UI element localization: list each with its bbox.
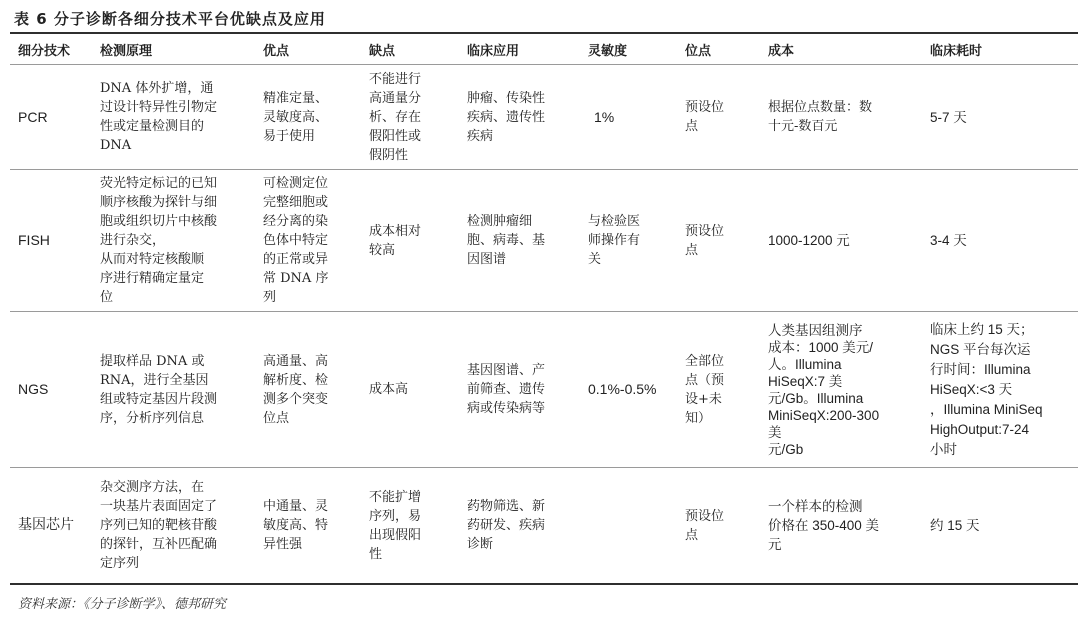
- header-principle: 检测原理: [92, 34, 255, 65]
- cell-time-text: 5-7 天: [930, 109, 967, 125]
- cell-sites-text: 全部位 点（预 设+未 知）: [685, 353, 725, 426]
- cell-cons: [361, 468, 459, 585]
- cell-application: [459, 170, 580, 312]
- cell-principle: [92, 468, 255, 585]
- cell-sensitivity-text: 0.1%-0.5%: [588, 381, 657, 397]
- cell-time-text: 临床上约 15 天； NGS 平台每次运 行时间：Illumina HiSeqX:<3 天 ，Illumina MiniSeq HighOutput:7-24 小时: [930, 321, 1043, 457]
- cell-cost: [760, 65, 922, 170]
- cell-principle-text: 杂交测序方法，在 一块基片表面固定了 序列已知的靶核苷酸 的探针，互补匹配确 定序列: [100, 480, 218, 571]
- header-pros: 优点: [255, 34, 361, 65]
- cell-principle: [92, 65, 255, 170]
- cell-application-text: 药物筛选、新 药研发、疾病 诊断: [467, 499, 546, 552]
- cell-application: [459, 65, 580, 170]
- header-cost: 成本: [760, 34, 922, 65]
- cell-pros-text: 可检测定位 完整细胞或 经分离的染 色体中特定 的正常或异 常 DNA 序 列: [263, 176, 329, 305]
- cell-sensitivity: [580, 312, 677, 468]
- cell-cost-text: 根据位点数量：数 十元-数百元: [768, 100, 873, 134]
- cell-cost-text: 一个样本的检测 价格在 350-400 美 元: [768, 499, 880, 552]
- cell-pros: [255, 468, 361, 585]
- cell-sites-text: 预设位 点: [685, 100, 725, 134]
- cell-cons: [361, 65, 459, 170]
- cell-time: [922, 65, 1078, 170]
- cell-pros-text: 高通量、高 解析度、检 测多个突变 位点: [263, 353, 329, 426]
- cell-time: [922, 312, 1078, 468]
- comparison-table: [10, 34, 1078, 585]
- cell-sites: [677, 170, 760, 312]
- cell-application-text: 基因图谱、产 前筛查、遗传 病或传染病等: [467, 363, 546, 416]
- cell-cons-text: 不能扩增 序列，易 出现假阳 性: [369, 489, 422, 562]
- cell-cost: [760, 468, 922, 585]
- cell-cons-text: 成本高: [369, 382, 409, 397]
- cell-tech: [10, 170, 92, 312]
- cell-tech: [10, 65, 92, 170]
- table-title: 表 6 分子诊断各细分技术平台优缺点及应用: [14, 10, 326, 28]
- cell-principle: [92, 312, 255, 468]
- table-row-pcr: [10, 65, 1078, 170]
- cell-cost-text: 人类基因组测序 成本：1000 美元/ 人。Illumina HiSeqX:7 美 元/Gb。Illumina MiniSeqX:200-300 美 元/Gb: [768, 322, 880, 457]
- cell-tech-text: FISH: [18, 232, 50, 248]
- header-sites: 位点: [677, 34, 760, 65]
- cell-application-text: 肿瘤、传染性 疾病、遗传性 疾病: [467, 90, 546, 144]
- header-row: [10, 34, 1078, 65]
- cell-sites: [677, 312, 760, 468]
- cell-sensitivity: [580, 170, 677, 312]
- cell-time: [922, 468, 1078, 585]
- cell-pros-text: 精准定量、 灵敏度高、 易于使用: [263, 90, 329, 144]
- cell-time-text: 约 15 天: [930, 518, 980, 533]
- cell-cons-text: 成本相对 较高: [369, 223, 422, 258]
- cell-time: [922, 170, 1078, 312]
- cell-tech: [10, 468, 92, 585]
- cell-principle-text: 荧光特定标记的已知 顺序核酸为探针与细 胞或组织切片中核酸 进行杂交， 从而对特定核酸顺 序进行精确定量定 位: [100, 176, 218, 305]
- cell-sites: [677, 468, 760, 585]
- cell-sensitivity-text: 与检验医 师操作有 关: [588, 214, 641, 267]
- cell-tech-text: PCR: [18, 108, 48, 125]
- cell-pros: [255, 170, 361, 312]
- cell-time-text: 3-4 天: [930, 233, 967, 248]
- header-application: 临床应用: [459, 34, 580, 65]
- cell-sensitivity-text: 1%: [594, 108, 615, 125]
- cell-tech-text: 基因芯片: [18, 517, 74, 533]
- cell-pros-text: 中通量、灵 敏度高、特 异性强: [263, 499, 329, 552]
- cell-sites-text: 预设位 点: [685, 223, 725, 258]
- cell-principle-text: 提取样品 DNA 或 RNA，进行全基因 组或特定基因片段测 序，分析序列信息: [100, 353, 218, 426]
- cell-principle: [92, 170, 255, 312]
- cell-sites-text: 预设位 点: [685, 508, 725, 543]
- cell-tech-text: NGS: [18, 381, 49, 397]
- cell-tech: [10, 312, 92, 468]
- cell-cost: [760, 312, 922, 468]
- cell-cost-text: 1000-1200 元: [768, 233, 850, 248]
- cell-pros: [255, 65, 361, 170]
- cell-sensitivity: [580, 468, 677, 585]
- header-cons: 缺点: [361, 34, 459, 65]
- cell-principle-text: DNA 体外扩增，通 过设计特异性引物定 性或定量检测目的 DNA: [100, 81, 218, 153]
- cell-sites: [677, 65, 760, 170]
- cell-pros: [255, 312, 361, 468]
- table-row-ngs: [10, 312, 1078, 468]
- cell-cons: [361, 312, 459, 468]
- cell-sensitivity: [580, 65, 677, 170]
- source-note: 资料来源：《分子诊断学》、德邦研究: [18, 597, 227, 612]
- cell-application-text: 检测肿瘤细 胞、病毒、基 因图谱: [467, 214, 546, 267]
- header-time: 临床耗时: [922, 34, 1078, 65]
- cell-cons-text: 不能进行 高通量分 析、存在 假阳性或 假阴性: [369, 71, 422, 163]
- header-sensitivity: 灵敏度: [580, 34, 677, 65]
- cell-application: [459, 468, 580, 585]
- header-tech: 细分技术: [10, 34, 92, 65]
- cell-cost: [760, 170, 922, 312]
- table-row-fish: [10, 170, 1078, 312]
- cell-application: [459, 312, 580, 468]
- cell-cons: [361, 170, 459, 312]
- table-row-microarray: [10, 468, 1078, 585]
